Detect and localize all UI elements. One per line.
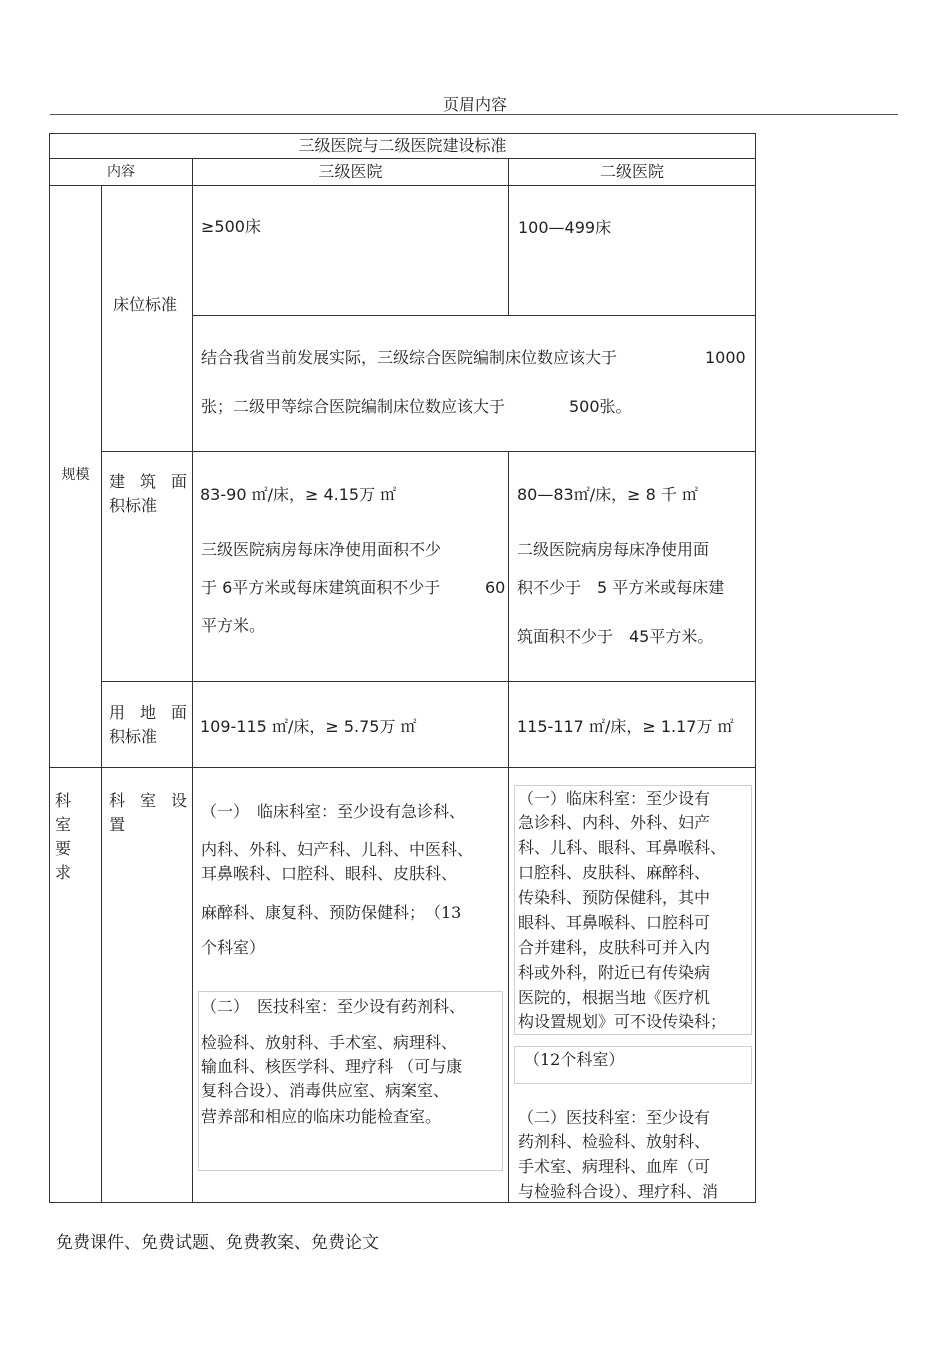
page-footer: 免费课件、免费试题、免费教案、免费论文 <box>56 1233 379 1253</box>
building-tertiary-detail-1: 三级医院病房每床净使用面积不少 <box>201 540 442 559</box>
secondary-count: （12个科室） <box>524 1050 625 1069</box>
tertiary-clinical-line: 麻醉科、康复科、预防保健科； （13 <box>201 903 462 922</box>
tertiary-clinical-line: 内科、外科、妇产科、儿科、中医科、 <box>201 840 474 859</box>
beds-note-line1: 结合我省当前发展实际，三级综合医院编制床位数应该大于 <box>201 348 618 367</box>
tertiary-tech-line: 营养部和相应的临床功能检查室。 <box>201 1107 442 1126</box>
beds-tertiary-cell <box>192 185 509 316</box>
beds-note-line2: 张；二级甲等综合医院编制床位数应该大于 <box>201 397 506 416</box>
page-header: 页眉内容 <box>442 95 507 114</box>
land-tertiary: 109-115 ㎡/床，≥ 5.75万 ㎡ <box>200 717 417 736</box>
tertiary-tech-line: 输血科、核医学科、理疗科 （可与康 <box>201 1057 463 1076</box>
beds-secondary: 100—499床 <box>518 218 612 237</box>
secondary-clinical-line: （一）临床科室：至少设有 <box>518 789 711 808</box>
building-tertiary-detail-2: 于 6平方米或每床建筑面积不少于 <box>201 578 441 597</box>
tertiary-tech-line: 检验科、放射科、手术室、病理科、 <box>201 1033 458 1052</box>
secondary-clinical-line: 医院的，根据当地《医疗机 <box>518 988 711 1007</box>
dept-sublabel: 科 室 设 置 <box>109 791 187 834</box>
building-secondary-detail-3: 筑面积不少于 45平方米。 <box>517 627 714 646</box>
building-secondary-main: 80—83㎡/床，≥ 8 千 ㎡ <box>517 485 698 504</box>
secondary-clinical-line: 眼科、耳鼻喉科、口腔科可 <box>518 913 711 932</box>
dept-label: 科室要求 <box>55 791 72 882</box>
header-divider <box>50 114 898 115</box>
header-secondary: 二级医院 <box>599 162 664 181</box>
tertiary-clinical-line: 耳鼻喉科、口腔科、眼科、皮肤科、 <box>201 864 458 883</box>
secondary-tech-line: 与检验科合设）、理疗科、消 <box>518 1182 719 1201</box>
secondary-clinical-line: 口腔科、皮肤科、麻醉科、 <box>518 863 711 882</box>
secondary-tech-line: 手术室、病理科、血库（可 <box>518 1157 711 1176</box>
beds-label: 床位标准 <box>112 295 177 314</box>
tertiary-clinical-line: 个科室） <box>201 938 266 957</box>
beds-note-num2: 500张。 <box>569 397 632 416</box>
land-secondary: 115-117 ㎡/床，≥ 1.17万 ㎡ <box>517 717 734 736</box>
beds-note-cell <box>192 315 756 452</box>
secondary-clinical-line: 科、儿科、眼科、耳鼻喉科、 <box>518 838 727 857</box>
building-tertiary-detail-2-num: 60 <box>485 578 506 597</box>
secondary-tech-line: （二）医技科室：至少设有 <box>518 1108 711 1127</box>
secondary-clinical-line: 传染科、预防保健科，其中 <box>518 888 711 907</box>
building-secondary-detail-2: 积不少于 5 平方米或每床建 <box>517 578 725 597</box>
secondary-clinical-line: 合并建科，皮肤科可并入内 <box>518 938 711 957</box>
building-tertiary-main: 83-90 ㎡/床，≥ 4.15万 ㎡ <box>200 485 397 504</box>
secondary-clinical-line: 构设置规划》可不设传染科； <box>518 1012 727 1031</box>
secondary-clinical-line: 科或外科，附近已有传染病 <box>518 963 711 982</box>
scale-label: 规模 <box>61 467 90 483</box>
secondary-clinical-line: 急诊科、内科、外科、妇产 <box>518 813 711 832</box>
tertiary-tech-line: （二） 医技科室：至少设有药剂科、 <box>201 997 466 1016</box>
land-label: 用 地 面 积标准 <box>109 703 187 746</box>
beds-label-cell <box>101 185 193 452</box>
tertiary-tech-line: 复科合设）、消毒供应室、病案室、 <box>201 1081 450 1100</box>
beds-secondary-cell <box>508 185 756 316</box>
beds-note-num1: 1000 <box>705 348 746 367</box>
secondary-tech-line: 药剂科、检验科、放射科、 <box>518 1132 711 1151</box>
building-tertiary-detail-3: 平方米。 <box>201 616 266 635</box>
building-label: 建 筑 面 积标准 <box>109 472 187 515</box>
table-title: 三级医院与二级医院建设标准 <box>298 136 507 155</box>
header-tertiary: 三级医院 <box>318 162 383 181</box>
building-secondary-detail-1: 二级医院病房每床净使用面 <box>517 540 710 559</box>
tertiary-clinical-line: （一） 临床科室：至少设有急诊科、 <box>201 802 466 821</box>
beds-tertiary: ≥500床 <box>201 217 261 236</box>
header-content: 内容 <box>107 164 135 180</box>
